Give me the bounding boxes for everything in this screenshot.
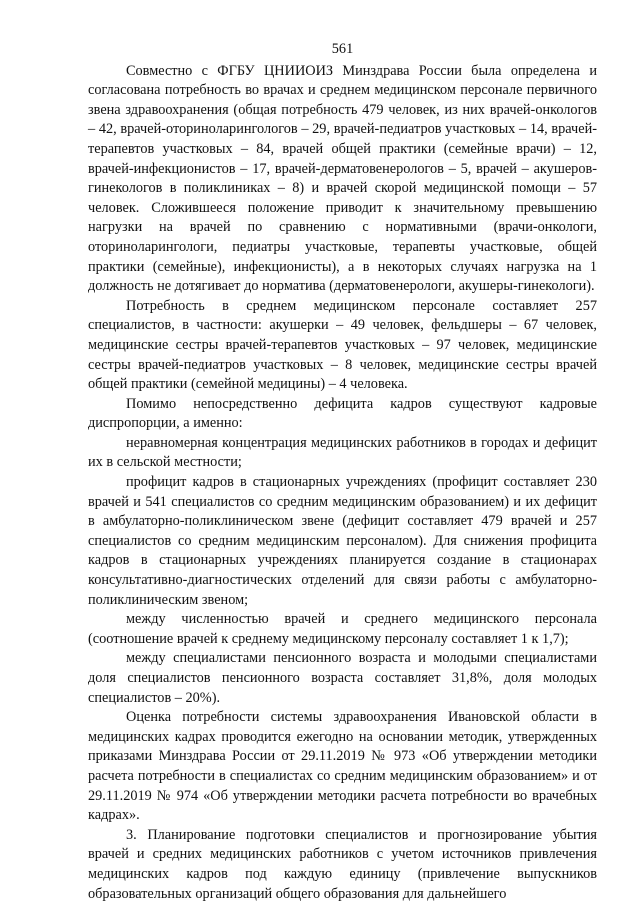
paragraph-training-planning: 3. Планирование подготовки специалистов и прогнозирование убытия врачей и средних медицинских работников с учетом источников привлечения медицинских кадров под каждую единицу (привлечение выпускников образовательных организаций общего образования для дальнейшего bbox=[88, 826, 597, 902]
paragraph-doctor-nurse-ratio: между численностью врачей и среднего медицинского персонала (соотношение врачей к среднему медицинскому персоналу составляет 1 к 1,7); bbox=[88, 611, 597, 647]
paragraph-staffing-needs: Совместно с ФГБУ ЦНИИОИЗ Минздрава России была определена и согласована потребность во врачах и среднем медицинском персонале первичного звена здравоохранения (общая потребность 479 человек, из них врачей-онкологов – 42, врачей-оториноларингологов – 29, врачей-педиатров участковых – 14, врачей-терапевтов участковых – 84, врачей общей практики (семейные врачи) – 12, врачей-инфекционистов – 17, врачей-дерматовенерологов – 5, врачей – акушеров-гинекологов в поликлиниках – 8) и врачей скорой медицинской помощи – 57 человек. Сложившееся положение приводит к значительному превышению нагрузки на врачей по сравнению с нормативными (врачи-онкологи, оториноларингологи, педиатры участковые, терапевты участковые, общей практики (семейные), инфекционисты), а в некоторых случаях нагрузка на 1 должность не дотягивает до норматива (дерматовенерологи, акушеры-гинекологи). bbox=[88, 62, 597, 295]
document-page bbox=[88, 40, 597, 904]
paragraph-hospital-surplus: профицит кадров в стационарных учреждениях (профицит составляет 230 врачей и 541 специалистов со средним медицинским образованием) и их дефицит в амбулаторно-поликлиническом звене (дефицит составляет 479 врачей и 257 специалистов со средним медицинским персоналом). Для снижения профицита кадров в стационарных учреждениях планируется создание в стационарах консультативно-диагностических отделений для связи работы с амбулаторно-поликлиническим звеном; bbox=[88, 474, 597, 608]
paragraph-age-structure: между специалистами пенсионного возраста и молодыми специалистами доля специалистов пенсионного возраста составляет 31,8%, доля молодых специалистов – 20%). bbox=[88, 650, 597, 706]
paragraph-disproportions-intro: Помимо непосредственно дефицита кадров существуют кадровые диспропорции, а именно: bbox=[88, 395, 597, 432]
paragraph-needs-assessment: Оценка потребности системы здравоохранения Ивановской области в медицинских кадрах проводится ежегодно на основании методик, утвержденных приказами Минздрава России от 29.11.2019 № 973 «Об утверждении методики расчета потребности в специалистах со средним медицинским образованием» и от 29.11.2019 № 974 «Об утверждении методики расчета потребности во врачебных кадрах». bbox=[88, 709, 597, 824]
paragraph-urban-rural: неравномерная концентрация медицинских работников в городах и дефицит их в сельской местности; bbox=[88, 434, 597, 471]
paragraph-nursing-needs: Потребность в среднем медицинском персонале составляет 257 специалистов, в частности: акушерки – 49 человек, фельдшеры – 67 человек, медицинские сестры врачей-терапевтов участковых – 97 человек, медицинские сестры врачей-педиатров участковых – 8 человек, медицинские сестры врачей общей практики (семейной медицины) – 4 человека. bbox=[88, 297, 597, 393]
page-number: 561 bbox=[331, 41, 354, 57]
